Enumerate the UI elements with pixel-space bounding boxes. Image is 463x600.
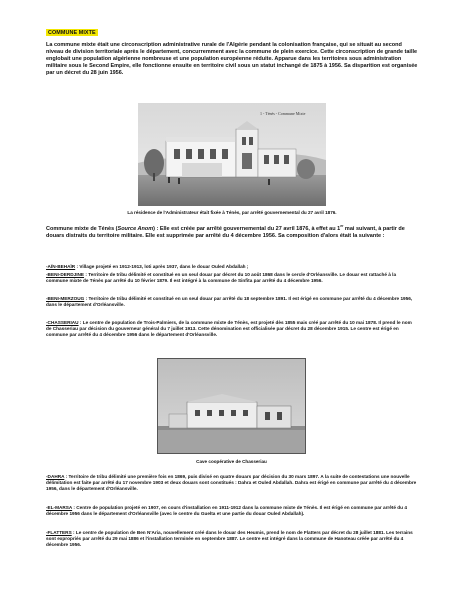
photo2-caption: Cave coopérative de Chasseriau: [196, 459, 267, 464]
entry-el-marsa: -EL-MARSA : Centre de population projeté en 1907, en cours d'installation en 1911-1912 dans la commune mixte de Ténès. Il est érigé en commune par arrêté du 4 décembre 1956 dans le département d'Orléansville (avec le centre du Guelta et une partie du douar Ouled Abdallah).: [46, 505, 407, 517]
entry-flatters: -FLATTERS : Le centre de population de Ben N'Aria, nouvellement créé dans le douar des Heumis, prend le nom de Flatters par décret du 28 juillet 1881. Les terrains sont expropriés par arrêté du 29 mai 1886 et l'installation terminée en septembre 1887. Le centre est intégré dans la commune de Hanoteau créée par arrêté du 4 décembre 1956.: [46, 530, 413, 548]
photo1-caption: La résidence de l'Administrateur était fixée à Ténès, par arrêté gouvernemental du 27 avril 1876.: [127, 210, 337, 215]
entry-dahra: -DAHRA : Territoire de tribu délimité une première fois en 1869, puis divisé en quatre douars par décision du 30 mars 1897. A la suite de contestations une nouvelle délimitation est faite par arrêté du 17 novembre 1903 et deux douars sont constitués : Dahra et Ouled Abdallah. Dahra est érigé en commune par arrêté du 4 décembre 1956, dans le département d'Orléansville.: [46, 474, 417, 492]
section-title: COMMUNE MIXTE: [48, 29, 96, 36]
photo-inscription: 1 - Ténès - Commune Mixte: [260, 111, 306, 116]
cave-cooperative-photo: [157, 358, 306, 454]
entry-beni-merzoug: -BENI-MERZOUG : Territoire de tribu délimité et constitué en un seul douar par arrêté du 18 septembre 1891. Il est érigé en commune par arrêté du 4 décembre 1956, dans le département d'Orléansville.: [46, 296, 413, 308]
commune-tenes-paragraph: Commune mixte de Ténès (Source Anom) : Elle est créée par arrêté gouvernemental du 27 avril 1876, à effet au 1er mai suivant, à partir de douars distraits du territoire militaire. Elle est supprimée par arrêté du 4 décembre 1956. Sa composition d'alors était la suivante :: [46, 224, 405, 240]
commune-mixte-building-photo: [138, 103, 326, 206]
entry-chasseriau: -CHASSERIAU : Le centre de population de Trois-Palmiers, de la commune mixte de Ténès, est projeté dès 1855 mais créé par arrêté du 10 mai 1878. Il prend le nom de Chasseriau par décision du gouverneur général du 7 juillet 1913. Cette dénomination est officialisée par décret du 28 décembre 1915. Le centre est érigé en commune par arrêté du 4 décembre 1956 dans le département d'Orléansville.: [46, 320, 412, 338]
entry-ain-behair: -AÏN-BEHAÏR : Village projeté en 1912-1913, loti après 1937, dans le douar Ouled Abdallah ;: [46, 264, 249, 269]
entry-beni-derdjine: -BENI-DERDJINE : Territoire de tribu délimité et constitué en un seul douar par décret du 10 août 1868 dans le cercle d'Orléansville. Le douar est rattaché à la commune mixte de Ténès par arrêté du 10 février 1879. Il est intégré à la commune de Sinfita par arrêté du 4 décembre 1956.: [46, 272, 397, 284]
intro-paragraph: La commune mixte était une circonscription administrative rurale de l'Algérie pendant la colonisation française, qui se situait au second niveau de division territoriale après le département, concurremment avec la commune de plein exercice. Cette circonscription de grande taille englobait une population algérienne nombreuse et une population européenne réduite. Apparue dans les territoires sous administration militaire sous le Second Empire, elle fonctionne ensuite en territoire civil sous un statut inchangé de 1875 à 1956. Sa disparition est organisée par un décret du 28 juin 1956.: [46, 42, 418, 77]
